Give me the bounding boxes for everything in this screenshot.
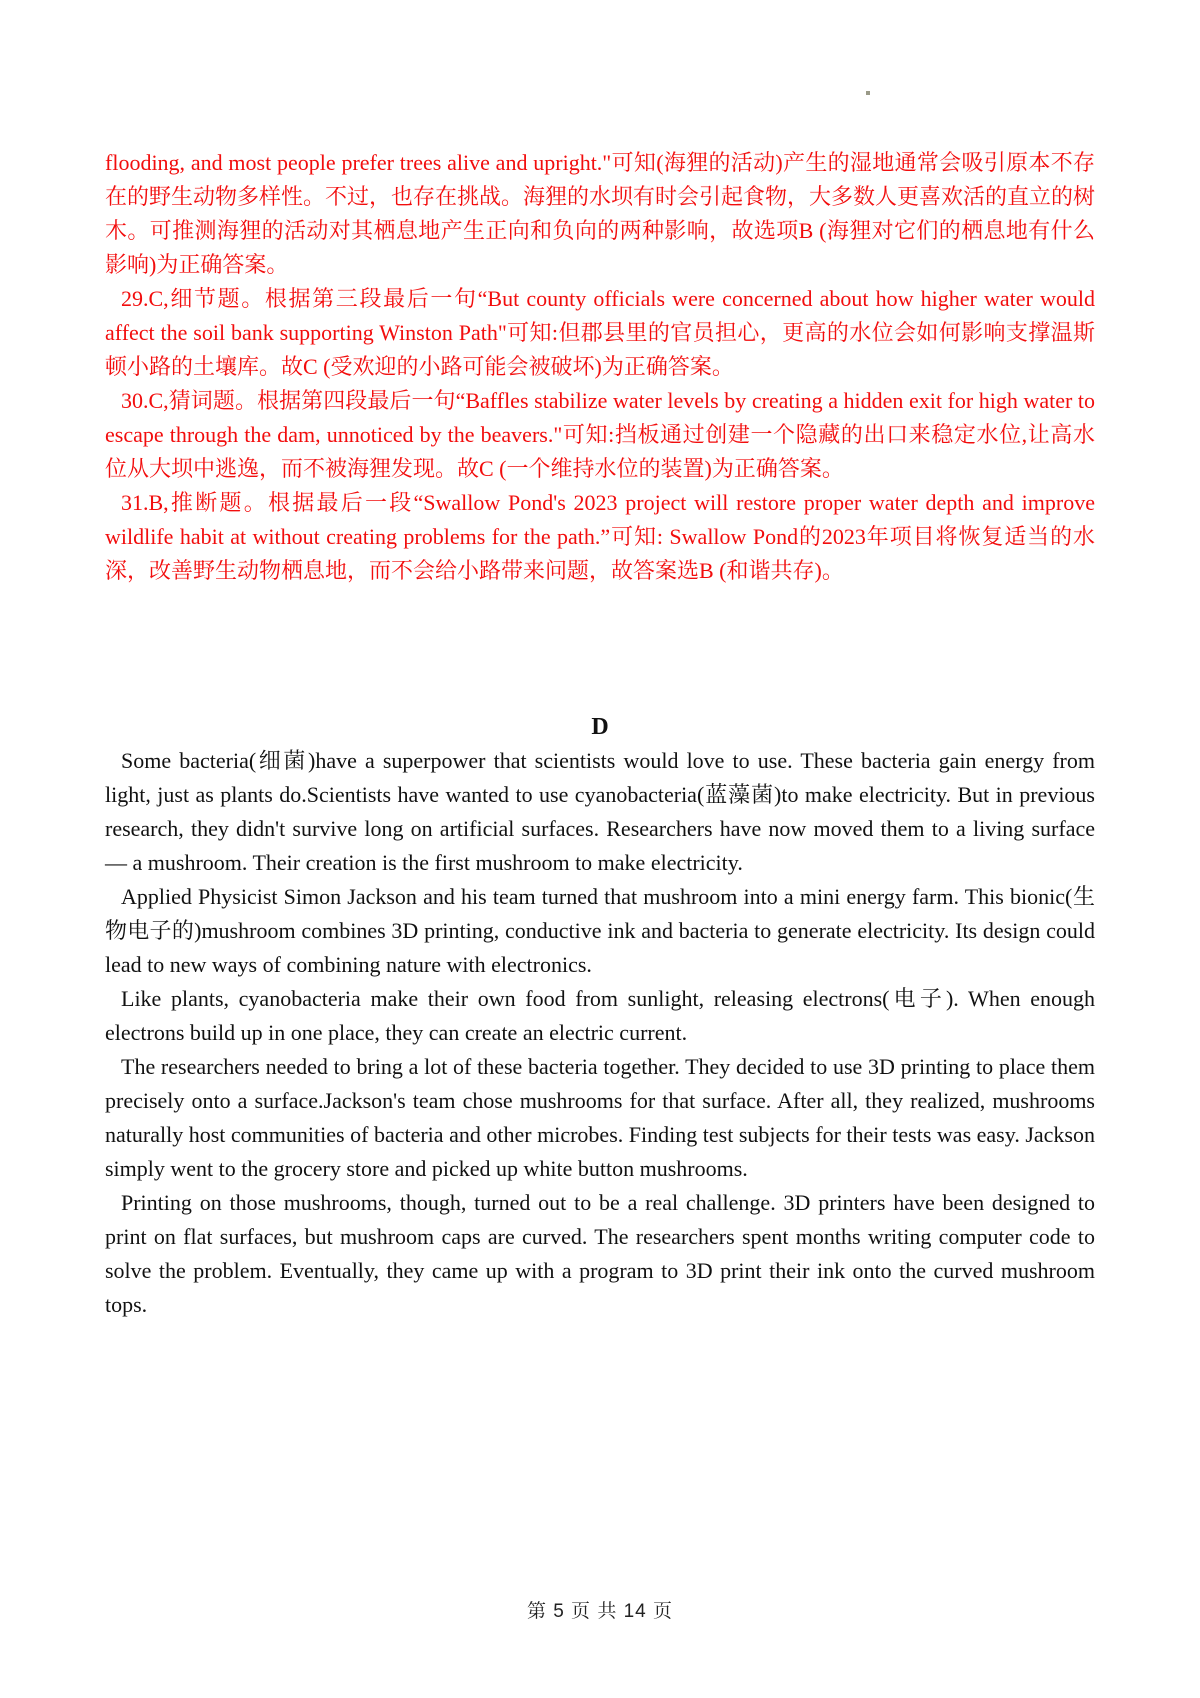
answer-explanation-31: 31.B,推断题。根据最后一段“Swallow Pond's 2023 project will restore proper water depth and improve wildlife habit at without creating problems for the path.”可知: Swallow Pond的2023年项目将恢复适当的水深，改善野生动物栖息地，而不会给小路带来问题，故答案选B (和谐共存)。 xyxy=(105,490,1095,583)
passage-paragraph-5: Printing on those mushrooms, though, turned out to be a real challenge. 3D printers have been designed to print on flat surfaces, but mushroom caps are curved. The researchers spent months writing computer code to solve the problem. Eventually, they came up with a program to 3D print their ink onto the curved mushroom tops. xyxy=(105,1190,1095,1317)
page-number-text: 第 5 页 共 14 页 xyxy=(526,1601,674,1622)
stray-mark xyxy=(866,91,870,95)
page-content xyxy=(105,146,1095,1322)
passage-heading: D xyxy=(591,714,609,740)
page-footer xyxy=(0,1596,1200,1623)
passage-paragraph-2: Applied Physicist Simon Jackson and his team turned that mushroom into a mini energy farm. This bionic(生物电子的)mushroom combines 3D printing, conductive ink and bacteria to generate electricity. Its design could lead to new ways of combining nature with electronics. xyxy=(105,884,1095,977)
answer-explanation-29: 29.C,细节题。根据第三段最后一句“But county officials were concerned about how higher water would affect the soil bank supporting Winston Path"可知:但郡县里的官员担心，更高的水位会如何影响支撑温斯顿小路的土壤库。故C (受欢迎的小路可能会被破坏)为正确答案。 xyxy=(105,286,1095,379)
passage-paragraph-4: The researchers needed to bring a lot of these bacteria together. They decided to use 3D printing to place them precisely onto a surface.Jackson's team chose mushrooms for that surface. After all, they realized, mushrooms naturally host communities of bacteria and other microbes. Finding test subjects for their tests was easy. Jackson simply went to the grocery store and picked up white button mushrooms. xyxy=(105,1054,1095,1181)
answer-explanation-28-continued: flooding, and most people prefer trees alive and upright."可知(海狸的活动)产生的湿地通常会吸引原本不存在的野生动物多样性。不过，也存在挑战。海狸的水坝有时会引起食物，大多数人更喜欢活的直立的树木。可推测海狸的活动对其栖息地产生正向和负向的两种影响，故选项B (海狸对它们的栖息地有什么影响)为正确答案。 xyxy=(105,150,1096,277)
answer-explanation-30: 30.C,猜词题。根据第四段最后一句“Baffles stabilize water levels by creating a hidden exit for high water to escape through the dam, unnoticed by the beavers."可知:挡板通过创建一个隐藏的出口来稳定水位,让高水位从大坝中逃逸，而不被海狸发现。故C (一个维持水位的装置)为正确答案。 xyxy=(105,388,1095,481)
passage-section xyxy=(105,710,1095,1322)
passage-paragraph-1: Some bacteria(细菌)have a superpower that scientists would love to use. These bacteria gain energy from light, just as plants do.Scientists have wanted to use cyanobacteria(蓝藻菌)to make electricity. But in previous research, they didn't survive long on artificial surfaces. Researchers have now moved them to a living surface — a mushroom. Their creation is the first mushroom to make electricity. xyxy=(105,748,1095,875)
answers-section xyxy=(105,146,1095,588)
passage-paragraph-3: Like plants, cyanobacteria make their own food from sunlight, releasing electrons(电子). When enough electrons build up in one place, they can create an electric current. xyxy=(105,986,1095,1045)
